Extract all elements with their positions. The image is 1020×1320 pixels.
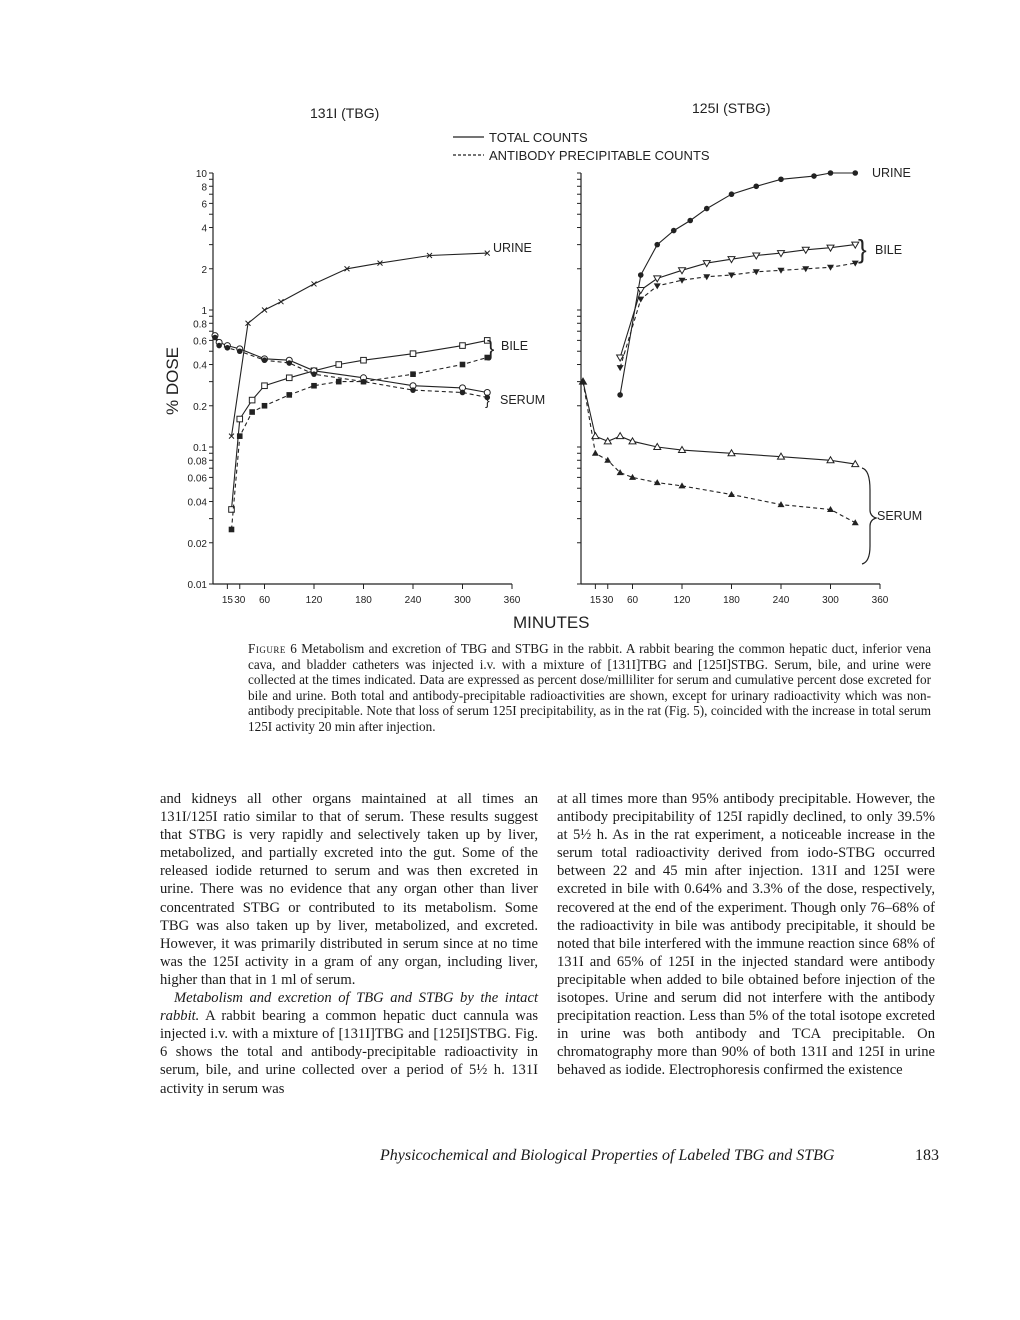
data-point-urine-total (312, 281, 317, 286)
right-serum-label: SERUM (877, 509, 923, 523)
left-serum-brace: } (485, 392, 490, 408)
section-run-in-heading: Metabolism and excretion of TBG and STBG by the intact rabbit. (160, 990, 538, 1025)
data-point-urine-total (687, 218, 693, 224)
right-paragraph-1: at all times more than 95% antibody precipitable. However, the antibody precipitability of 125I rapidly declined, to only 39.5% at 5½ h. As in the rat experiment, a noticeable increase in the serum total radioactivity derived from iodo-STBG occurred between 22 and 45 min after injection. 131I and 125I were excreted in bile with 0.64% and 3.3% of the dose, respectively, recovered at the end of the experiment. Though only 76–68% of the radioactivity in bile was antibody precipitable, it should be noted that bile interfered with the immune reaction since 68% of 131I and 65% of 125I in the injected standard were antibody precipitable when added to bile obtained before injection of the isotopes. Urine and serum did not interfere with the antibody precipitation reaction. Less than 5% of the total isotope excreted in urine was both antibody and TCA precipitable. On chromatography more than 90% of both 131I and 125I in urine behaved as iodide. Electrophoresis confirmed the existence (557, 791, 935, 1079)
caption-text: Metabolism and excretion of TBG and STBG in the rabbit. A rabbit bearing the common hepatic duct, inferior vena cava, and bladder catheters was injected i.v. with a mixture of [131I]TBG and [125I]STBG. Serum, bile, and urine were collected at the times indicated. Data are expressed as percent dose/milliliter for serum and cumulative percent dose excreted for bile and urine. Both total and antibody-precipitable radioactivities are shown, except for urinary radioactivity which was non-antibody precipitable. Note that loss of serum 125I precipitability, as in the rat (Fig. 5), coincided with the increase in total serum 125I activity 20 min after injection. (248, 641, 932, 734)
x-tick-label: 120 (673, 595, 691, 606)
right-panel (577, 170, 889, 606)
data-point-serum-antibody (311, 371, 317, 377)
left-paragraph-2 (160, 989, 538, 1098)
y-tick-label: 0.8 (193, 319, 207, 331)
data-point-serum-antibody (679, 482, 686, 488)
left-panel (188, 169, 521, 606)
y-tick-label: 0.02 (187, 538, 207, 550)
x-tick-label: 180 (723, 595, 740, 606)
data-point-serum-antibody (852, 519, 859, 525)
x-tick-label: 60 (626, 595, 639, 606)
series-line-serum-total (215, 336, 487, 393)
data-point-bile-antibody (410, 371, 416, 377)
x-tick-label: 15 (221, 595, 233, 606)
y-tick-label: 2 (201, 264, 207, 276)
y-tick-label: 8 (201, 182, 207, 194)
data-point-bile-antibody (827, 265, 834, 271)
data-point-bile-antibody (728, 273, 735, 279)
data-point-serum-antibody (212, 335, 218, 341)
left-paragraph-2-text: A rabbit bearing a common hepatic duct cannula was injected i.v. with a mixture of [131I]TBG and [125I]STBG. Fig. 6 shows the total and antibody-precipitable radioactivity in serum, bile, and urine collected over a period of 5½ h. 131I activity in serum was (160, 1008, 538, 1097)
data-point-urine-total (279, 299, 284, 304)
data-point-urine-total (638, 272, 644, 278)
data-point-urine-total (753, 183, 759, 189)
y-tick-label: 4 (201, 223, 207, 235)
x-tick-label: 30 (602, 595, 614, 606)
data-point-urine-total (729, 191, 735, 197)
data-point-urine-total (828, 170, 834, 176)
caption-label: Figure (248, 641, 286, 656)
y-tick-label: 0.2 (193, 401, 207, 413)
data-point-bile-total (361, 357, 367, 363)
legend-total-counts: TOTAL COUNTS (489, 130, 588, 145)
data-point-bile-total (249, 397, 255, 403)
y-tick-label: 6 (201, 199, 207, 211)
figure-caption (248, 641, 931, 735)
series-line-urine-total (232, 253, 488, 436)
left-column (160, 790, 538, 1098)
page-number: 183 (915, 1147, 939, 1164)
data-point-bile-antibody (336, 379, 342, 385)
right-bile-label: BILE (875, 243, 903, 257)
running-title: Physicochemical and Biological Properties of Labeled TBG and STBG (380, 1147, 835, 1164)
x-tick-label: 30 (234, 595, 246, 606)
x-tick-label: 120 (305, 595, 323, 606)
data-point-serum-antibody (592, 450, 599, 456)
data-point-urine-total (671, 228, 677, 234)
data-point-serum-antibody (237, 348, 243, 354)
y-tick-label: 0.08 (187, 456, 207, 468)
y-tick-label: 0.06 (187, 473, 207, 485)
data-point-bile-antibody (460, 362, 466, 368)
right-column (557, 790, 935, 1080)
caption-number: 6 (290, 641, 297, 656)
x-tick-label: 180 (355, 595, 372, 606)
x-tick-label: 360 (503, 595, 521, 606)
left-bile-label: BILE (501, 339, 529, 353)
data-point-urine-total (617, 392, 623, 398)
data-point-bile-antibody (249, 409, 255, 415)
right-bile-brace: } (858, 234, 867, 264)
data-point-urine-total (704, 206, 710, 212)
y-tick-label: 0.6 (193, 336, 207, 348)
data-point-bile-antibody (237, 433, 243, 439)
x-tick-label: 360 (871, 595, 889, 606)
data-point-serum-antibody (410, 387, 416, 393)
series-line-bile-total (620, 245, 855, 358)
x-tick-label: 240 (772, 595, 790, 606)
figure-annotations (163, 100, 922, 632)
x-tick-label: 300 (822, 595, 839, 606)
data-point-bile-antibody (262, 403, 268, 409)
figure-6 (0, 0, 1020, 640)
data-point-urine-total (654, 242, 660, 248)
data-point-bile-total (460, 343, 466, 349)
x-tick-label: 300 (454, 595, 471, 606)
left-paragraph-1: and kidneys all other organs maintained at all times an 131I/125I ratio similar to that of serum. These results suggest that STBG is very rapidly and selectively taken up by liver, metabolized, and partially excreted into the gut. Some of the released iodide returned to serum and was then excreted in urine. There was no evidence that any organ other than liver concentrated STBG or contributed to its metabolism. Some TBG was also taken up by liver, metabolized, and excreted. However, it was primarily distributed in serum since at no time was the 125I activity in a gram of any organ, including liver, higher than that in 1 ml of serum. (160, 791, 538, 988)
series-line-serum-total (583, 382, 855, 465)
data-point-serum-antibody (286, 360, 292, 366)
data-point-serum-antibody (225, 345, 231, 351)
data-point-bile-antibody (617, 365, 624, 371)
legend-antibody-counts: ANTIBODY PRECIPITABLE COUNTS (489, 148, 710, 163)
data-point-serum-antibody (262, 357, 268, 363)
left-urine-label: URINE (493, 241, 532, 255)
data-point-serum-antibody (361, 379, 367, 385)
left-panel-title: 131I (TBG) (310, 105, 380, 121)
data-point-bile-antibody (286, 392, 292, 398)
x-tick-label: 60 (258, 595, 271, 606)
data-point-bile-total (410, 351, 416, 357)
data-point-urine-total (811, 173, 817, 179)
data-point-bile-antibody (229, 527, 235, 533)
right-serum-brace (862, 468, 876, 564)
data-point-urine-total (778, 176, 784, 182)
data-point-bile-total (336, 362, 342, 368)
y-tick-label: 0.1 (193, 443, 207, 454)
data-point-serum-total (617, 433, 624, 439)
y-tick-label: 0.01 (187, 580, 207, 591)
left-bile-brace: } (487, 336, 495, 361)
data-point-urine-total (262, 308, 267, 313)
data-point-bile-total (237, 416, 243, 422)
series-line-bile-total (232, 340, 488, 509)
x-tick-label: 15 (589, 595, 601, 606)
data-point-serum-antibody (216, 343, 222, 349)
y-tick-label: 10 (195, 169, 207, 180)
data-point-bile-antibody (778, 268, 785, 274)
data-point-bile-antibody (311, 383, 317, 389)
data-point-serum-antibody (728, 491, 735, 497)
data-point-serum-antibody (460, 390, 466, 396)
data-point-bile-total (286, 375, 292, 381)
data-point-urine-total (852, 170, 858, 176)
data-point-serum-antibody (604, 457, 611, 463)
right-panel-title: 125I (STBG) (692, 100, 771, 116)
y-tick-label: 1 (201, 306, 207, 317)
data-point-bile-total (262, 383, 268, 389)
data-point-bile-total (654, 276, 661, 282)
y-axis-label: % DOSE (163, 346, 182, 415)
x-axis-label: MINUTES (513, 613, 590, 632)
data-point-bile-antibody (654, 283, 661, 289)
y-tick-label: 0.4 (193, 360, 207, 372)
y-tick-label: 0.04 (187, 497, 207, 509)
right-urine-label: URINE (872, 166, 911, 180)
series-line-bile-antibody (232, 358, 488, 530)
x-tick-label: 240 (404, 595, 422, 606)
left-serum-label: SERUM (500, 393, 546, 407)
